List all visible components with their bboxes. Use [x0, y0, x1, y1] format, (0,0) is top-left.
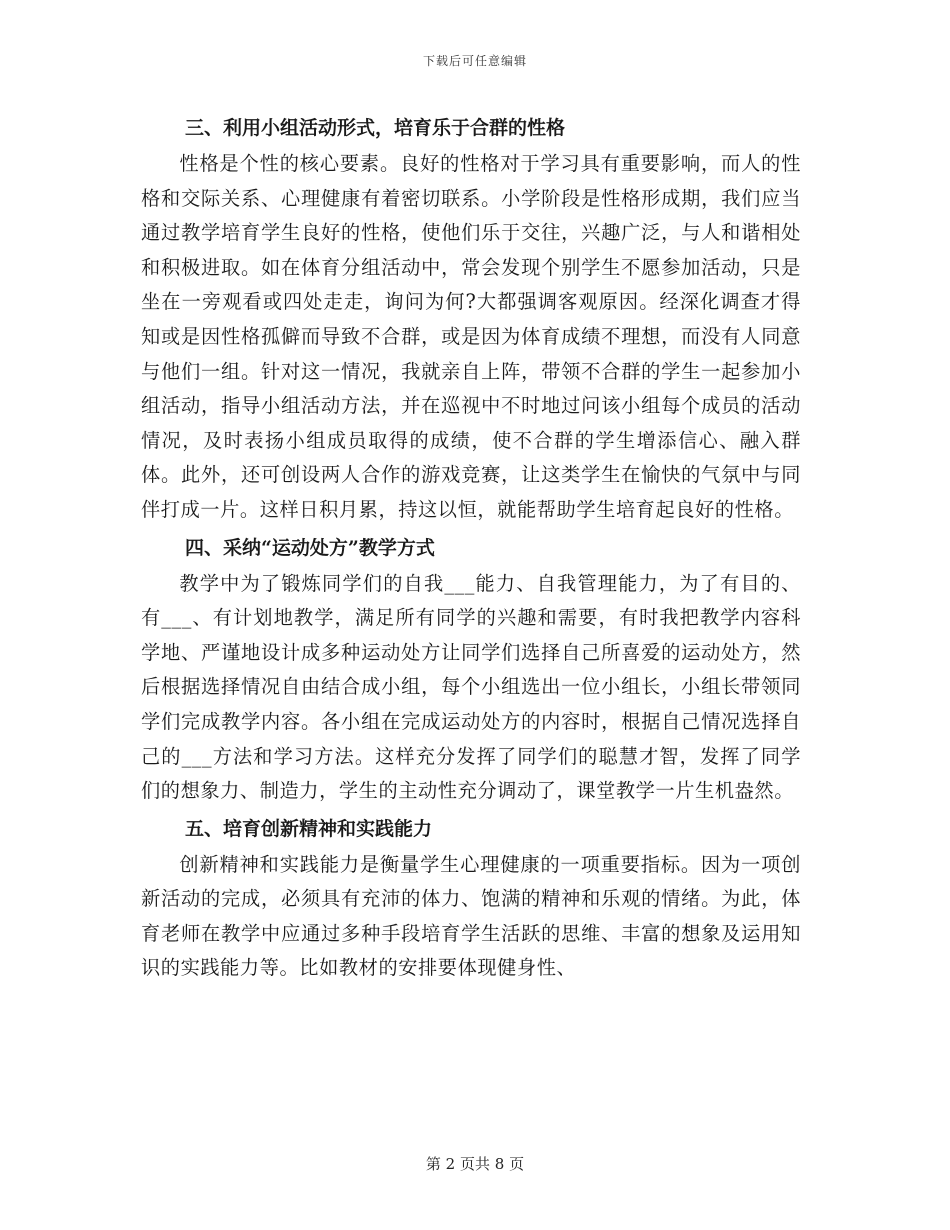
page-number-footer: 第 2 页共 8 页	[425, 1155, 525, 1173]
section-paragraph-4: 教学中为了锻炼同学们的自我___能力、自我管理能力，为了有目的、有___、有计划地教学，满足所有同学的兴趣和需要，有时我把教学内容科学地、严谨地设计成多种运动处方让同学们选择自己所喜爱的运动处方，然后根据选择情况自由结合成小组，每个小组选出一位小组长，小组长带领同学们完成教学内容。各小组在完成运动处方的内容时，根据自己情况选择自己的___方法和学习方法。这样充分发挥了同学们的聪慧才智，发挥了同学们的想象力、制造力，学生的主动性充分调动了，课堂教学一片生机盎然。	[141, 571, 801, 803]
section-heading-4: 四、采纳“运动处方”教学方式	[185, 536, 435, 559]
document-body	[141, 108, 801, 986]
section-paragraph-5: 创新精神和实践能力是衡量学生心理健康的一项重要指标。因为一项创新活动的完成，必须具有充沛的体力、饱满的精神和乐观的情绪。为此，体育老师在教学中应通过多种手段培育学生活跃的思维、丰富的想象及运用知识的实践能力等。比如教材的安排要体现健身性、	[141, 852, 801, 980]
page-header-note: 下载后可任意编辑	[422, 54, 527, 68]
section-paragraph-3: 性格是个性的核心要素。良好的性格对于学习具有重要影响，而人的性格和交际关系、心理健康有着密切联系。小学阶段是性格形成期，我们应当通过教学培育学生良好的性格，使他们乐于交往，兴趣广泛，与人和谐相处和积极进取。如在体育分组活动中，常会发现个别学生不愿参加活动，只是坐在一旁观看或四处走走，询问为何?大都强调客观原因。经深化调查才得知或是因性格孤僻而导致不合群，或是因为体育成绩不理想，而没有人同意与他们一组。针对这一情况，我就亲自上阵，带领不合群的学生一起参加小组活动，指导小组活动方法，并在巡视中不时地过问该小组每个成员的活动情况，及时表扬小组成员取得的成绩，使不合群的学生增添信心、融入群体。此外，还可创设两人合作的游戏竞赛，让这类学生在愉快的气氛中与同伴打成一片。这样日积月累，持这以恒，就能帮助学生培育起良好的性格。	[141, 152, 801, 521]
section-heading-3: 三、利用小组活动形式，培育乐于合群的性格	[185, 117, 566, 139]
section-heading-5: 五、培育创新精神和实践能力	[185, 817, 433, 840]
